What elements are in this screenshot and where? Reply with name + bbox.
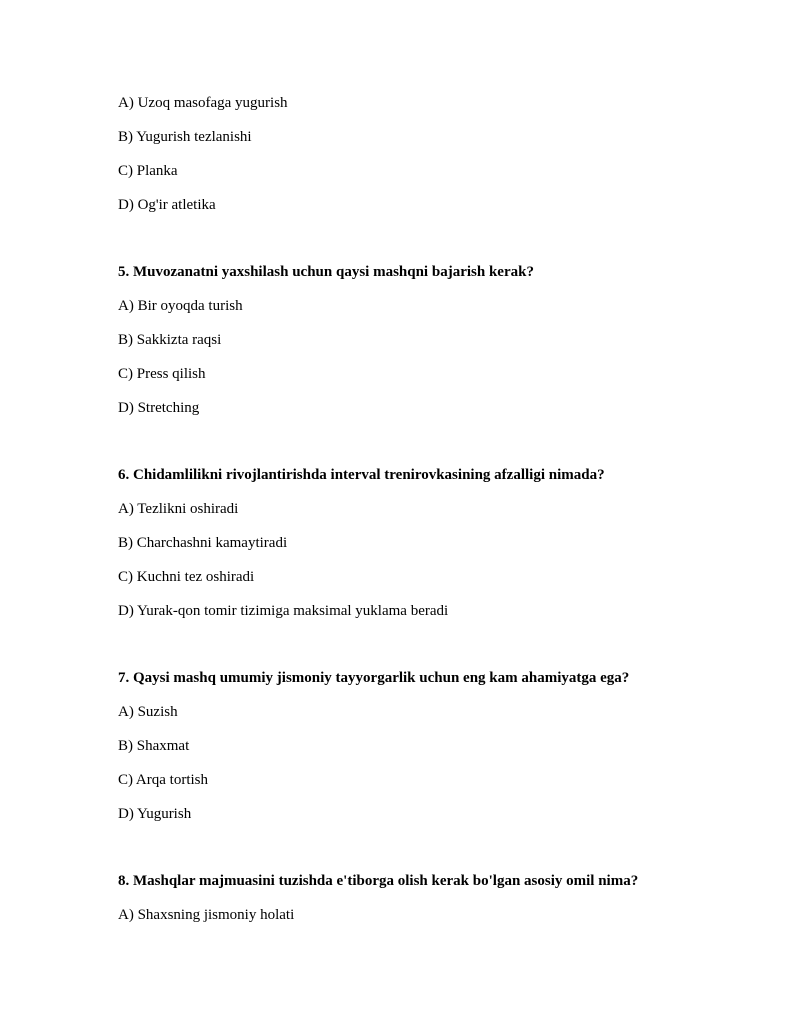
option-b: B) Yugurish tezlanishi: [118, 129, 252, 145]
option-b: B) Sakkizta raqsi: [118, 332, 222, 348]
option-a: A) Tezlikni oshiradi: [118, 501, 239, 517]
option-c: C) Planka: [118, 163, 178, 179]
option-c: C) Kuchni tez oshiradi: [118, 569, 255, 585]
option-c: C) Press qilish: [118, 366, 206, 382]
option-a: A) Uzoq masofaga yugurish: [118, 95, 288, 111]
option-c: C) Arqa tortish: [118, 772, 208, 788]
option-d: D) Stretching: [118, 400, 200, 416]
question-5: 5. Muvozanatni yaxshilash uchun qaysi mashqni bajarish kerak?: [118, 264, 534, 280]
question-7: 7. Qaysi mashq umumiy jismoniy tayyorgarlik uchun eng kam ahamiyatga ega?: [118, 670, 630, 686]
option-d: D) Yurak-qon tomir tizimiga maksimal yuklama beradi: [118, 603, 449, 619]
option-b: B) Shaxmat: [118, 738, 190, 754]
option-b: B) Charchashni kamaytiradi: [118, 535, 288, 551]
option-d: D) Yugurish: [118, 806, 192, 822]
option-a: A) Bir oyoqda turish: [118, 298, 243, 314]
option-d: D) Og'ir atletika: [118, 197, 216, 213]
option-a: A) Suzish: [118, 704, 178, 720]
option-a: A) Shaxsning jismoniy holati: [118, 907, 295, 923]
question-8: 8. Mashqlar majmuasini tuzishda e'tiborga olish kerak bo'lgan asosiy omil nima?: [118, 873, 639, 889]
question-6: 6. Chidamlilikni rivojlantirishda interval trenirovkasining afzalligi nimada?: [118, 467, 605, 483]
document-page: [118, 93, 718, 939]
